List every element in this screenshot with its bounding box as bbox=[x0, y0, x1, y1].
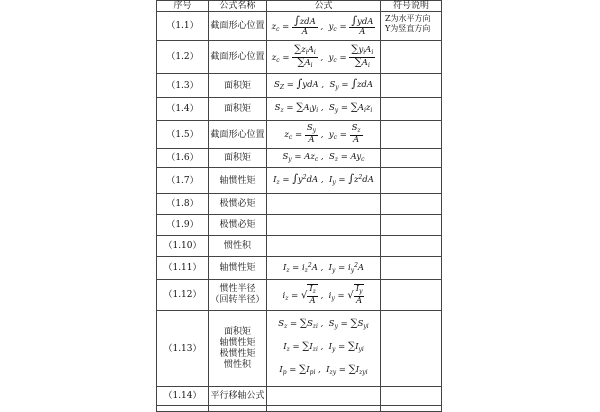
formula-cell bbox=[267, 74, 381, 98]
name-cell bbox=[209, 280, 267, 311]
serial-cell: （1.14） bbox=[157, 387, 209, 406]
symbol-note-cell-empty bbox=[381, 311, 442, 387]
table-row bbox=[157, 311, 442, 387]
symbol-note-cell-empty bbox=[381, 168, 442, 194]
symbol-note-cell-empty bbox=[381, 194, 442, 215]
formula-cell bbox=[267, 41, 381, 74]
symbol-note-cell-empty bbox=[381, 121, 442, 149]
formula-centroid-integral: $z_c$ = $\frac{\text{∫zdA}}{A}$ , $y_c$ = $\frac{\text{∫ydA}}{A}$ bbox=[271, 13, 374, 37]
name-cell: 截面形心位置 bbox=[209, 12, 267, 41]
symbol-note-cell-empty bbox=[381, 149, 442, 168]
table-row bbox=[157, 257, 442, 280]
formula-cell bbox=[267, 311, 381, 387]
symbol-note-cell-empty bbox=[381, 387, 442, 406]
formula-first-moment-sum: $S_z = \sum A_iy_i$ , $S_y = \sum A_iz_i$ bbox=[274, 101, 373, 114]
formula-cell bbox=[267, 280, 381, 311]
table-row bbox=[157, 387, 442, 406]
table-row bbox=[157, 121, 442, 149]
name-line: 极惯性矩 bbox=[219, 348, 256, 359]
formula-cell bbox=[267, 121, 381, 149]
name-cell: 面积矩 bbox=[209, 149, 267, 168]
symbol-note-cell-empty bbox=[381, 98, 442, 121]
name-cell: 极惯必矩 bbox=[209, 215, 267, 236]
serial-cell: （1.1） bbox=[157, 12, 209, 41]
symbol-note-cell-empty bbox=[381, 257, 442, 280]
table-row bbox=[157, 74, 442, 98]
name-cell: 轴惯性矩 bbox=[209, 168, 267, 194]
symbol-note-cell-empty bbox=[381, 41, 442, 74]
name-cell: 面积矩 bbox=[209, 98, 267, 121]
table-row bbox=[157, 194, 442, 215]
name-line: 惯性积 bbox=[223, 359, 251, 370]
serial-cell: （1.13） bbox=[157, 311, 209, 387]
symbol-note-y: Y为竖直方向 bbox=[385, 24, 431, 33]
formula-cell bbox=[267, 149, 381, 168]
header-formula: 公式 bbox=[267, 1, 381, 12]
formula-moment-of-inertia: $I_z = \int y^2dA$ , $I_y = \int z^2dA$ bbox=[273, 172, 374, 186]
table-row bbox=[157, 41, 442, 74]
name-cell: 平行移轴公式 bbox=[209, 387, 267, 406]
serial-cell: （1.4） bbox=[157, 98, 209, 121]
serial-cell: （1.3） bbox=[157, 74, 209, 98]
table-row-partial bbox=[157, 406, 442, 412]
name-cell bbox=[209, 311, 267, 387]
header-row bbox=[157, 1, 442, 12]
name-line: 惯性半径 bbox=[219, 284, 256, 294]
formula-first-moment-product: $S_y = Az_c$ , $S_z = Ay_c$ bbox=[282, 151, 365, 163]
formula-cell bbox=[267, 257, 381, 280]
header-formula-name: 公式名称 bbox=[209, 1, 267, 12]
formula-inertia-radius-product: $I_z = i_z^2A$ , $I_y = i_y^2A$ bbox=[282, 261, 365, 274]
formula-cell-empty bbox=[267, 194, 381, 215]
formula-first-moment-integral: $S_Z = \int ydA$ , $S_y = \int zdA$ bbox=[274, 76, 373, 91]
name-cell: 极惯必矩 bbox=[209, 194, 267, 215]
table-row bbox=[157, 215, 442, 236]
table-row bbox=[157, 12, 442, 41]
formula-centroid-ratio: $z_c$ = $\frac{S_y}{A}$ , $y_c$ = $\frac{S_z}{A}$ bbox=[284, 123, 361, 145]
table-row bbox=[157, 280, 442, 311]
formula-table bbox=[156, 0, 442, 412]
header-symbol-note: 符号说明 bbox=[381, 1, 442, 12]
serial-cell: （1.2） bbox=[157, 41, 209, 74]
formula-composite-moment: $S_z = \sum S_{zi}$ , $S_y = \sum S_{yi}$ bbox=[278, 318, 369, 330]
formula-cell bbox=[267, 12, 381, 41]
table-row bbox=[157, 149, 442, 168]
serial-cell: （1.12） bbox=[157, 280, 209, 311]
symbol-note-cell-empty bbox=[381, 74, 442, 98]
table-row bbox=[157, 168, 442, 194]
formula-centroid-sum: $z_c$ = $\frac{\sum z_iA_i}{\sum A_i}$ , $y_c$ = $\frac{\sum y_iA_i}{\sum A_i}$ bbox=[271, 43, 374, 69]
symbol-note-cell-empty bbox=[381, 215, 442, 236]
serial-cell: （1.7） bbox=[157, 168, 209, 194]
formula-composite-inertia: $I_z = \sum I_{zi}$ , $I_y = \sum I_{yi}$ bbox=[283, 341, 364, 353]
serial-cell: （1.5） bbox=[157, 121, 209, 149]
serial-cell: （1.10） bbox=[157, 236, 209, 257]
serial-cell: （1.9） bbox=[157, 215, 209, 236]
name-line: （回转半径） bbox=[210, 295, 265, 305]
formula-cell-empty bbox=[267, 387, 381, 406]
name-cell: 轴惯性矩 bbox=[209, 257, 267, 280]
serial-cell: （1.8） bbox=[157, 194, 209, 215]
serial-cell: （1.11） bbox=[157, 257, 209, 280]
table-row bbox=[157, 236, 442, 257]
name-cell: 截面形心位置 bbox=[209, 41, 267, 74]
symbol-note-cell-empty bbox=[381, 280, 442, 311]
formula-radius-of-gyration: $i_z$ = √ $\frac{I_z}{A}$ , $i_y$ = √ $\frac{I_y}{A}$ bbox=[282, 284, 363, 306]
formula-cell bbox=[267, 168, 381, 194]
serial-cell: （1.6） bbox=[157, 149, 209, 168]
header-serial: 序号 bbox=[157, 1, 209, 12]
formula-cell-empty bbox=[267, 236, 381, 257]
formula-composite-polar: $I_p = \sum I_{pi}$ , $I_{zy} = \sum I_{zyi}$ bbox=[279, 364, 368, 376]
formula-cell bbox=[267, 98, 381, 121]
formula-cell-empty bbox=[267, 215, 381, 236]
name-cell: 惯性积 bbox=[209, 236, 267, 257]
name-cell: 面积矩 bbox=[209, 74, 267, 98]
name-cell: 截面形心位置 bbox=[209, 121, 267, 149]
symbol-note-cell-empty bbox=[381, 236, 442, 257]
symbol-note-cell bbox=[381, 12, 442, 41]
name-line: 面积矩 bbox=[223, 326, 251, 337]
table-row bbox=[157, 98, 442, 121]
name-line: 轴惯性矩 bbox=[219, 337, 256, 348]
symbol-note-z: Z为水平方向 bbox=[385, 14, 431, 23]
